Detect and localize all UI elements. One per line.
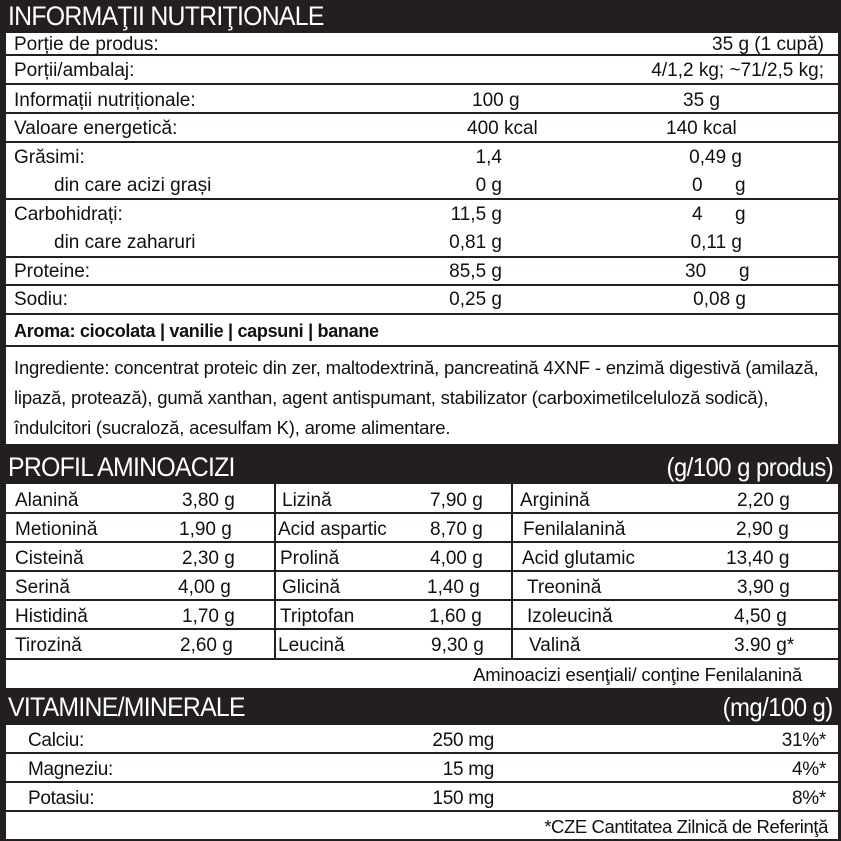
- amino-name: Tirozină: [15, 635, 82, 656]
- col-100g: 100 g: [472, 90, 520, 111]
- ingredients-row: [6, 347, 838, 444]
- nutrient-per-serving-unit: g: [739, 261, 750, 282]
- nutrient-per-serving: 30: [685, 261, 707, 282]
- nutrient-row-protein: [6, 258, 838, 286]
- amino-name: Fenilalanină: [523, 519, 626, 540]
- nutrient-label: Valoare energetică:: [14, 118, 178, 139]
- amino-name: Alanină: [15, 490, 79, 511]
- amino-value: 1,90 g: [179, 519, 232, 540]
- row-divider: [6, 541, 838, 543]
- amino-table: [6, 484, 838, 660]
- amino-name: Metionină: [15, 519, 98, 540]
- nutrient-per-serving-unit: g: [735, 175, 746, 196]
- nutrient-per-serving: 0,08 g: [693, 289, 746, 310]
- col-divider: [274, 484, 276, 660]
- amino-value: 1,40 g: [427, 577, 480, 598]
- nutrient-group-fat: [6, 143, 838, 200]
- nutrient-per100: 11,5 g: [450, 204, 502, 225]
- amino-value: 3.90 g*: [734, 635, 795, 656]
- amino-footnote-row: [6, 660, 838, 688]
- serving-label: Porție de produs:: [14, 34, 159, 55]
- amino-value: 3,90 g: [737, 577, 790, 598]
- amino-value: 2,60 g: [180, 635, 233, 656]
- amino-name: Prolină: [280, 548, 340, 569]
- mineral-name: Calciu:: [28, 730, 84, 751]
- servings-value: 4/1,2 kg; ~71/2,5 kg;: [651, 60, 824, 81]
- amino-name: Cisteină: [15, 548, 84, 569]
- nutrient-sub-label: din care acizi grași: [54, 175, 212, 196]
- col-divider: [511, 484, 513, 660]
- mineral-value: 15 mg: [442, 759, 494, 780]
- flavors-row: [6, 315, 838, 347]
- row-divider: [6, 512, 838, 514]
- nutrient-row-sodium: [6, 286, 838, 315]
- mineral-rda: 31%*: [781, 730, 826, 751]
- servings-label: Porții/ambalaj:: [14, 60, 135, 81]
- amino-value: 3,80 g: [182, 490, 235, 511]
- amino-name: Leucină: [278, 635, 345, 656]
- ingredients-text: Ingrediente: concentrat proteic din zer, maltodextrină, pancreatină 4XNF - enzimă digestivă (amilază, lipază, protează), gumă xanthan, agent antispumant, stabilizator (carboximetilceluloză sodică), îndulcitori (sucraloză, acesulfam K), arome alimentare.: [14, 357, 819, 438]
- nutrient-row-energy: [6, 114, 838, 143]
- info-row: [6, 85, 838, 114]
- amino-header: [0, 444, 841, 484]
- mineral-rda: 8%*: [792, 788, 826, 809]
- amino-value: 7,90 g: [430, 490, 483, 511]
- nutrition-header: [0, 0, 841, 33]
- minerals-header: [0, 688, 841, 725]
- amino-value: 8,70 g: [430, 519, 483, 540]
- nutrient-per-serving: 4: [692, 204, 703, 225]
- amino-value: 4,00 g: [430, 548, 483, 569]
- amino-name: Histidină: [15, 606, 88, 627]
- amino-name: Treonină: [527, 577, 602, 598]
- nutrient-label: Sodiu:: [14, 289, 68, 310]
- col-serving: 35 g: [683, 90, 720, 111]
- amino-name: Acid aspartic: [278, 519, 387, 540]
- nutrient-sub-label: din care zaharuri: [54, 232, 196, 253]
- nutrient-per100: 0,25 g: [449, 289, 502, 310]
- nutrient-per-serving: 0,11 g: [690, 232, 742, 253]
- minerals-footnote: *CZE Cantitatea Zilnică de Referinţă: [544, 816, 828, 837]
- nutrient-per-serving: 140 kcal: [666, 118, 737, 139]
- flavors-text: Aroma: ciocolata | vanilie | capsuni | banane: [14, 321, 379, 341]
- amino-name: Triptofan: [280, 606, 355, 627]
- amino-value: 4,50 g: [734, 606, 787, 627]
- amino-value: 4,00 g: [178, 577, 231, 598]
- nutrient-per100: 85,5 g: [449, 261, 502, 282]
- mineral-value: 250 mg: [432, 730, 494, 751]
- amino-name: Glicină: [282, 577, 341, 598]
- row-divider: [6, 628, 838, 630]
- amino-name: Serină: [15, 577, 70, 598]
- nutrient-label: Carbohidrați:: [14, 204, 123, 225]
- nutrient-per100: 1,4: [475, 147, 502, 168]
- nutrient-per100: 400 kcal: [467, 118, 538, 139]
- amino-unit: (g/100 g produs): [666, 452, 833, 482]
- nutrient-label: Grăsimi:: [14, 147, 85, 168]
- nutrient-per-serving: 0: [692, 175, 703, 196]
- servings-row: [6, 56, 838, 85]
- amino-name: Arginină: [520, 490, 590, 511]
- minerals-footnote-row: [6, 812, 838, 839]
- minerals-unit: (mg/100 g): [722, 692, 833, 722]
- mineral-name: Potasiu:: [28, 788, 95, 809]
- serving-row: [6, 33, 838, 56]
- row-divider: [6, 570, 838, 572]
- amino-name: Lizină: [282, 490, 332, 511]
- mineral-row: [6, 783, 838, 812]
- amino-name: Valină: [529, 635, 581, 656]
- amino-value: 2,20 g: [737, 490, 790, 511]
- mineral-name: Magneziu:: [28, 759, 113, 780]
- amino-value: 2,30 g: [182, 548, 235, 569]
- nutrient-per-serving: 0,49 g: [689, 147, 742, 168]
- nutrient-group-carbs: [6, 200, 838, 258]
- minerals-title: VITAMINE/MINERALE: [8, 692, 245, 722]
- mineral-row: [6, 725, 838, 754]
- info-label: Informații nutriționale:: [14, 90, 196, 111]
- nutrient-label: Proteine:: [14, 261, 91, 282]
- nutrient-per100: 0 g: [475, 175, 502, 196]
- nutrition-title: INFORMAŢII NUTRIŢIONALE: [8, 1, 324, 31]
- nutrient-per100: 0,81 g: [449, 232, 502, 253]
- amino-title: PROFIL AMINOACIZI: [8, 452, 235, 482]
- serving-value: 35 g (1 cupă): [712, 34, 824, 55]
- amino-value: 2,90 g: [736, 519, 789, 540]
- amino-value: 9,30 g: [431, 635, 484, 656]
- amino-footnote: Aminoacizi esenţiali/ conţine Fenilalanină: [473, 664, 802, 685]
- amino-name: Izoleucină: [527, 606, 613, 627]
- row-divider: [6, 599, 838, 601]
- amino-value: 13,40 g: [726, 548, 790, 569]
- amino-name: Acid glutamic: [522, 548, 635, 569]
- nutrient-per-serving-unit: g: [735, 204, 746, 225]
- amino-value: 1,60 g: [429, 606, 482, 627]
- mineral-row: [6, 754, 838, 783]
- mineral-value: 150 mg: [432, 788, 494, 809]
- amino-value: 1,70 g: [182, 606, 235, 627]
- mineral-rda: 4%*: [792, 759, 826, 780]
